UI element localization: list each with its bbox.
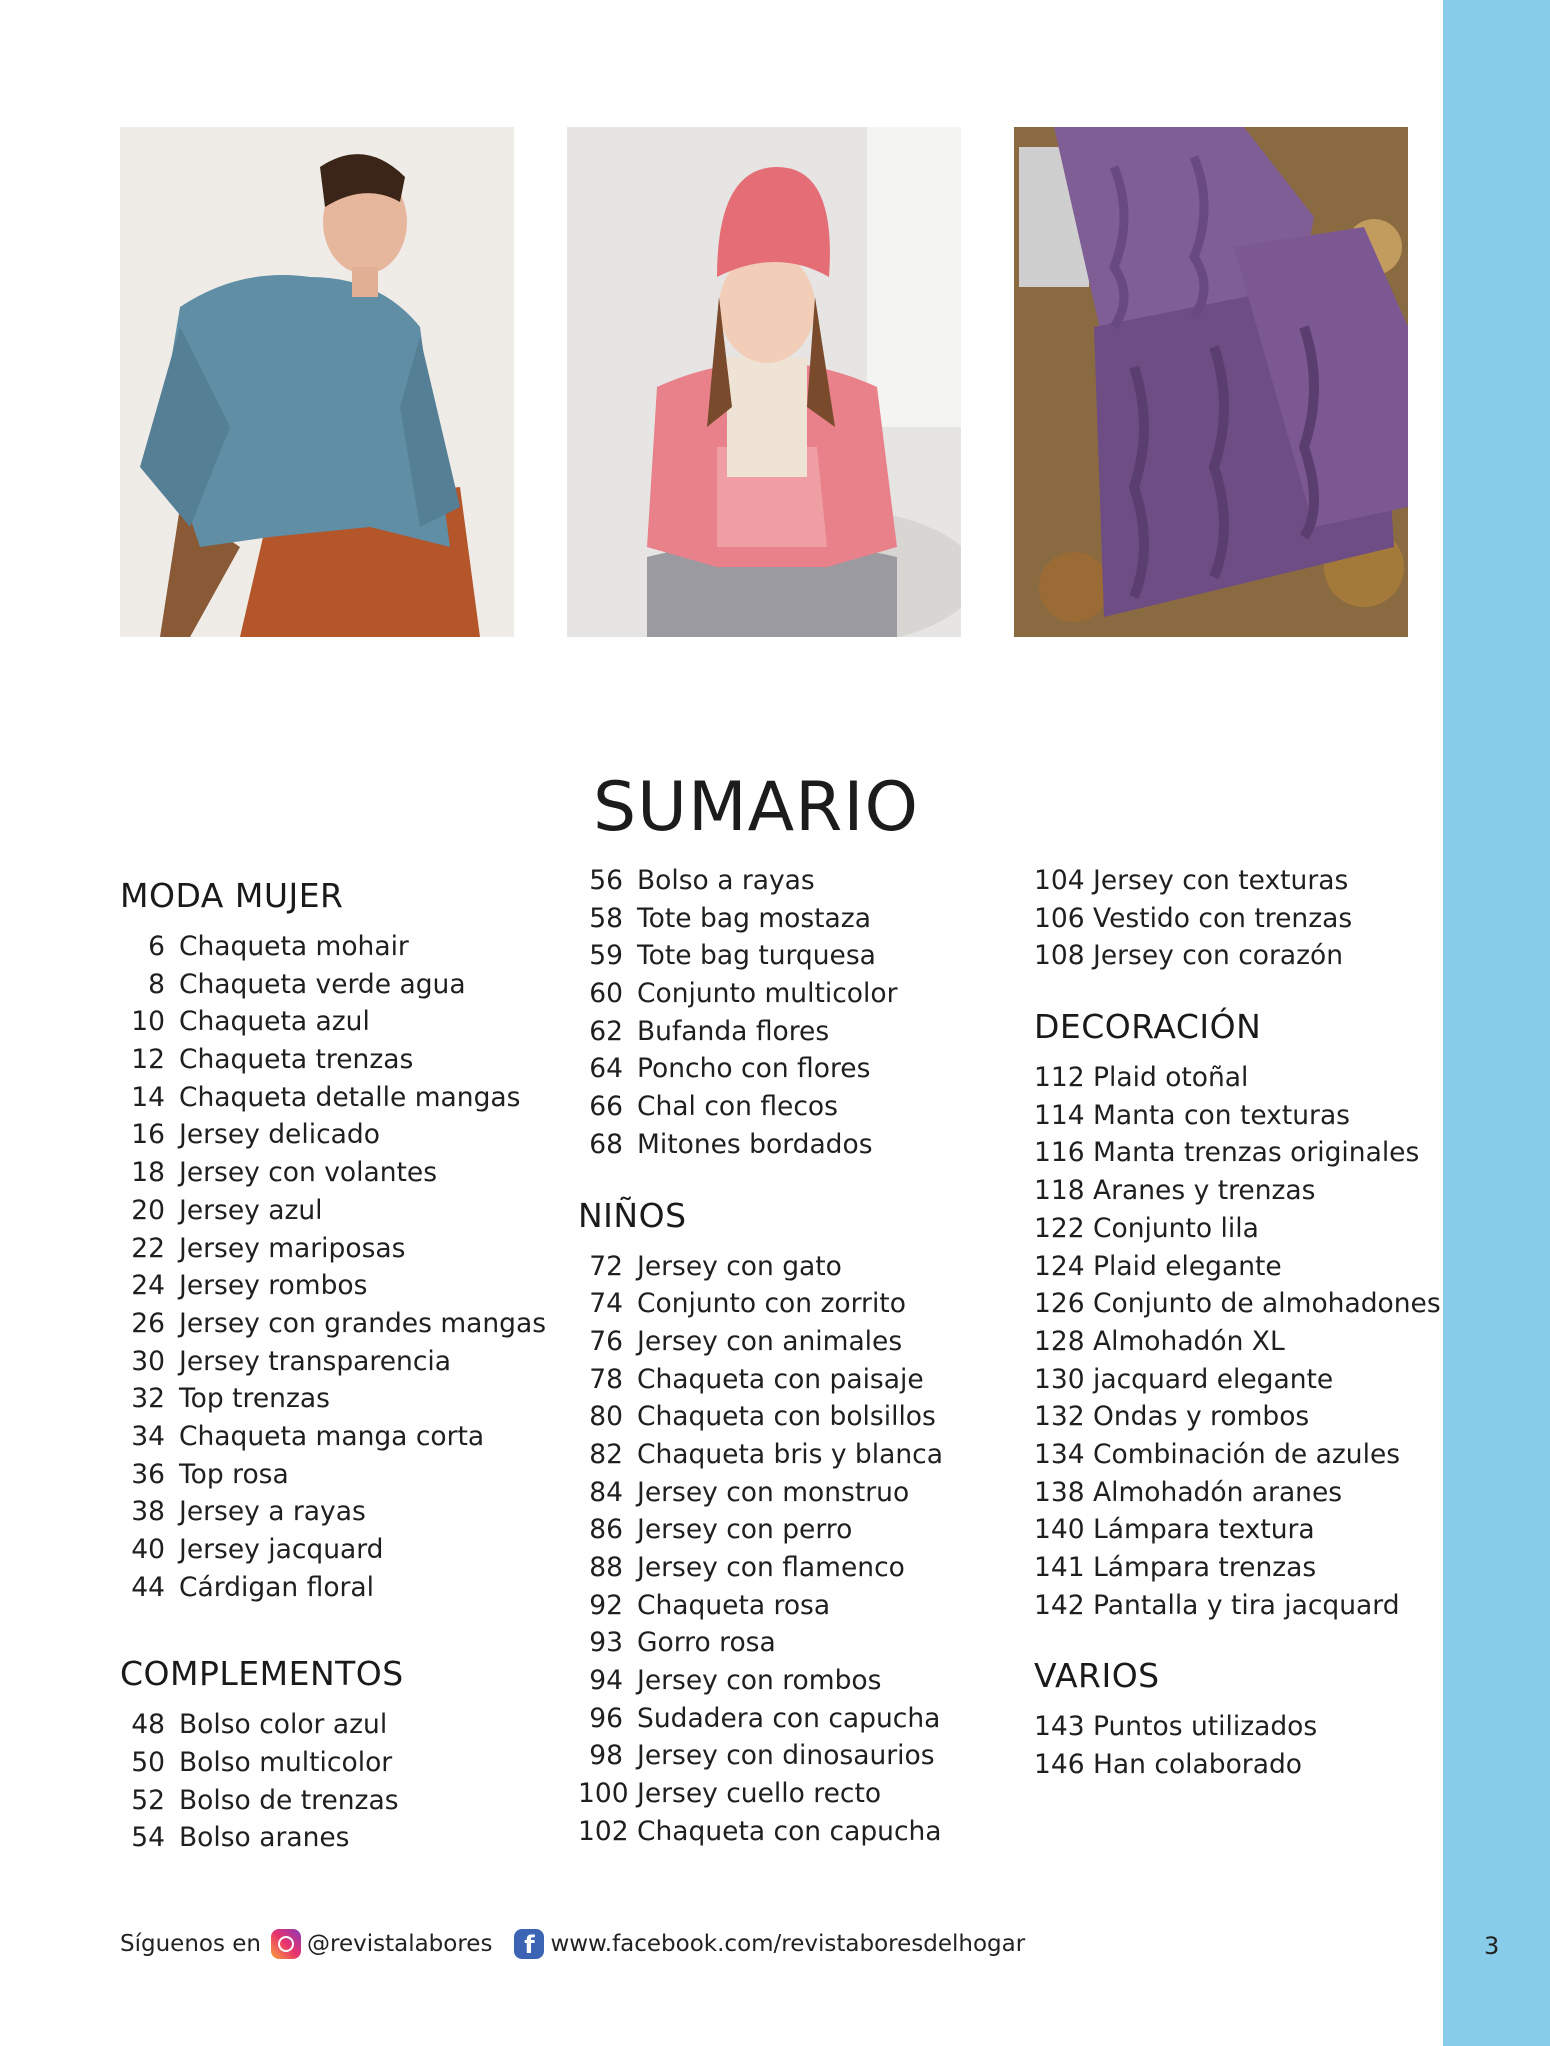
toc-entry[interactable]	[578, 1662, 943, 1700]
toc-entry[interactable]	[120, 1706, 546, 1744]
toc-entry[interactable]	[578, 1248, 943, 1286]
toc-entry[interactable]	[1034, 1172, 1441, 1210]
toc-entry[interactable]	[578, 1813, 943, 1851]
toc-column-2	[578, 865, 943, 1851]
entry-title: Chaqueta azul	[179, 1006, 370, 1038]
page-ref: 106	[1034, 902, 1085, 934]
toc-entry[interactable]	[578, 1013, 943, 1051]
entry-title: Jersey rombos	[179, 1270, 368, 1302]
page-ref: 22	[131, 1232, 165, 1264]
page-ref: 140	[1034, 1514, 1085, 1546]
page-ref: 52	[131, 1784, 165, 1816]
section-heading: VARIOS	[1034, 1656, 1160, 1696]
entry-title: Ondas y rombos	[1093, 1401, 1310, 1433]
page-ref: 104	[1034, 865, 1085, 896]
page-ref: 38	[131, 1496, 165, 1528]
page-ref: 54	[131, 1822, 165, 1854]
toc-entry[interactable]	[120, 1418, 546, 1456]
page-ref: 112	[1034, 1062, 1085, 1094]
toc-entry[interactable]	[1034, 1059, 1441, 1097]
page-ref: 84	[589, 1476, 623, 1508]
toc-entry[interactable]	[578, 1050, 943, 1088]
page-ref: 6	[148, 931, 165, 962]
entry-title: Jersey con corazón	[1093, 940, 1344, 972]
entry-title: Tote bag mostaza	[637, 902, 871, 934]
entry-title: Jersey transparencia	[179, 1345, 452, 1377]
page-ref: 62	[589, 1015, 623, 1047]
toc-entry[interactable]	[120, 1003, 546, 1041]
section-heading: NIÑOS	[578, 1195, 687, 1235]
page-ref: 96	[589, 1702, 623, 1734]
page-ref: 59	[589, 940, 623, 972]
entry-title: Chaqueta con capucha	[637, 1815, 942, 1847]
toc-entry[interactable]	[578, 1323, 943, 1361]
page-ref: 100	[578, 1778, 629, 1810]
page-ref: 34	[131, 1420, 165, 1452]
section-heading: COMPLEMENTOS	[120, 1654, 404, 1694]
page-ref: 72	[589, 1250, 623, 1282]
page-ref: 124	[1034, 1250, 1085, 1282]
girl-pink-jacket-photo	[567, 127, 961, 637]
entry-title: Jersey con gato	[637, 1250, 842, 1282]
entry-title: Jersey con dinosaurios	[637, 1740, 935, 1772]
toc-column-3	[1034, 865, 1441, 1784]
entry-title: Gorro rosa	[637, 1627, 776, 1659]
toc-entry[interactable]	[1034, 1587, 1441, 1625]
entry-title: Chaqueta manga corta	[179, 1420, 485, 1452]
page-ref: 102	[578, 1815, 629, 1847]
toc-entry[interactable]	[120, 1192, 546, 1230]
entry-title: Conjunto multicolor	[637, 978, 898, 1010]
toc-entry[interactable]	[120, 1744, 546, 1782]
page-ref: 30	[131, 1345, 165, 1377]
entry-title: Bolso aranes	[179, 1822, 350, 1854]
entry-title: Chaqueta trenzas	[179, 1044, 414, 1076]
toc-entry[interactable]	[1034, 1323, 1441, 1361]
page-ref: 94	[589, 1665, 623, 1697]
page-number: 3	[1484, 1932, 1500, 1960]
toc-entry[interactable]	[1034, 1511, 1441, 1549]
page-ref: 88	[589, 1552, 623, 1583]
toc-entry[interactable]	[578, 1775, 943, 1813]
toc-section	[120, 872, 546, 1606]
toc-entry[interactable]	[120, 1079, 546, 1117]
toc-entry[interactable]	[578, 975, 943, 1013]
purple-cable-blanket-photo	[1014, 127, 1408, 637]
toc-entry[interactable]	[1034, 937, 1441, 975]
toc-entry[interactable]	[578, 1511, 943, 1549]
entry-title: Chaqueta verde agua	[179, 968, 466, 1000]
toc-entry[interactable]	[578, 1436, 943, 1474]
entry-title: Manta con texturas	[1093, 1099, 1350, 1131]
instagram-icon	[271, 1929, 301, 1959]
toc-entry[interactable]	[120, 1456, 546, 1494]
toc-entry[interactable]	[1034, 900, 1441, 938]
toc-entry[interactable]	[120, 928, 546, 966]
entry-title: Plaid otoñal	[1093, 1062, 1249, 1094]
page-ref: 128	[1034, 1325, 1085, 1357]
entry-title: Jersey con rombos	[637, 1665, 882, 1697]
entry-title: Chaqueta mohair	[179, 931, 409, 962]
toc-entry[interactable]	[578, 1624, 943, 1662]
entry-title: Jersey con texturas	[1093, 865, 1349, 896]
entry-title: Chaqueta rosa	[637, 1589, 831, 1621]
page-ref: 26	[131, 1307, 165, 1339]
entry-title: Chal con flecos	[637, 1091, 838, 1123]
toc-entry[interactable]	[1034, 1436, 1441, 1474]
toc-entry[interactable]	[120, 1493, 546, 1531]
page-ref: 82	[589, 1438, 623, 1470]
entry-title: Jersey cuello recto	[637, 1778, 882, 1810]
entry-title: Chaqueta con bolsillos	[637, 1401, 936, 1433]
entry-title: Poncho con flores	[637, 1053, 871, 1085]
entry-title: Top trenzas	[179, 1383, 330, 1415]
toc-entry[interactable]	[1034, 1285, 1441, 1323]
page-ref: 20	[131, 1194, 165, 1226]
toc-entry[interactable]	[578, 1285, 943, 1323]
page-ref: 138	[1034, 1476, 1085, 1508]
toc-entry[interactable]	[578, 900, 943, 938]
page-ref: 143	[1034, 1711, 1085, 1743]
entry-title: Top rosa	[179, 1458, 289, 1490]
entry-title: Jersey con perro	[637, 1514, 853, 1546]
toc-entry[interactable]	[120, 1041, 546, 1079]
toc-entry[interactable]	[578, 1737, 943, 1775]
page-ref: 118	[1034, 1175, 1085, 1207]
page-ref: 78	[589, 1363, 623, 1395]
toc-entry[interactable]	[578, 1549, 943, 1587]
toc-entry[interactable]	[120, 1531, 546, 1569]
page-ref: 32	[131, 1383, 165, 1415]
entry-title: Vestido con trenzas	[1093, 902, 1353, 934]
blue-sidebar-strip	[1443, 0, 1550, 2046]
page-ref: 126	[1034, 1288, 1085, 1320]
page-ref: 108	[1034, 940, 1085, 972]
toc-entry[interactable]	[578, 1474, 943, 1512]
entry-title: Almohadón aranes	[1093, 1476, 1343, 1508]
page-ref: 146	[1034, 1749, 1085, 1781]
page-ref: 80	[589, 1401, 623, 1433]
entry-title: Chaqueta bris y blanca	[637, 1438, 943, 1470]
toc-entry[interactable]	[578, 1361, 943, 1399]
toc-section	[578, 1192, 943, 1851]
page-ref: 141	[1034, 1552, 1085, 1583]
page-ref: 40	[131, 1534, 165, 1565]
page-ref: 114	[1034, 1099, 1085, 1131]
social-footer	[120, 1924, 1025, 1964]
page-ref: 92	[589, 1589, 623, 1621]
toc-entry[interactable]	[120, 966, 546, 1004]
toc-entry[interactable]	[120, 1305, 546, 1343]
entry-title: Bolso de trenzas	[179, 1784, 399, 1816]
page-ref: 122	[1034, 1212, 1085, 1244]
toc-entry[interactable]	[120, 1782, 546, 1820]
entry-title: Jersey con animales	[637, 1325, 903, 1357]
toc-entry[interactable]	[578, 862, 943, 900]
entry-title: Manta trenzas originales	[1093, 1137, 1420, 1169]
woman-blue-cardigan-photo	[120, 127, 514, 637]
entry-title: Jersey con flamenco	[637, 1552, 905, 1583]
toc-section	[1034, 1003, 1441, 1624]
instagram-handle[interactable]: @revistalabores	[307, 1931, 493, 1957]
page-ref: 98	[589, 1740, 623, 1772]
toc-entry[interactable]	[1034, 1746, 1441, 1784]
toc-entry[interactable]	[1034, 862, 1441, 900]
toc-entry[interactable]	[578, 1126, 943, 1164]
toc-entry[interactable]	[1034, 1398, 1441, 1436]
page-ref: 56	[589, 865, 623, 896]
page-ref: 44	[131, 1571, 165, 1603]
toc-entry[interactable]	[578, 1587, 943, 1625]
entry-title: Bolso multicolor	[179, 1747, 393, 1779]
entry-title: Tote bag turquesa	[637, 940, 876, 972]
page-ref: 76	[589, 1325, 623, 1357]
section-heading: DECORACIÓN	[1034, 1007, 1262, 1047]
toc-entry[interactable]	[1034, 1474, 1441, 1512]
page-ref: 142	[1034, 1589, 1085, 1621]
follow-text: Síguenos en	[120, 1931, 261, 1957]
page-ref: 74	[589, 1288, 623, 1320]
entry-title: Puntos utilizados	[1093, 1711, 1318, 1743]
toc-section	[1034, 1652, 1441, 1783]
section-heading: MODA MUJER	[120, 876, 344, 915]
page-ref: 10	[131, 1006, 165, 1038]
toc-entry[interactable]	[578, 1088, 943, 1126]
toc-entry[interactable]	[1034, 1361, 1441, 1399]
page-ref: 8	[148, 968, 165, 1000]
page-ref: 60	[589, 978, 623, 1010]
page-ref: 16	[131, 1119, 165, 1151]
entry-title: Conjunto lila	[1093, 1212, 1259, 1244]
page-ref: 66	[589, 1091, 623, 1123]
entry-title: Conjunto con zorrito	[637, 1288, 906, 1320]
toc-entry[interactable]	[120, 1569, 546, 1607]
entry-title: Jersey con monstruo	[637, 1476, 910, 1508]
entry-title: Pantalla y tira jacquard	[1093, 1589, 1400, 1621]
entry-title: Lámpara trenzas	[1093, 1552, 1317, 1583]
toc-entry[interactable]	[120, 1819, 546, 1857]
facebook-icon: f	[514, 1929, 544, 1959]
page-ref: 48	[131, 1709, 165, 1741]
entry-title: Almohadón XL	[1093, 1325, 1285, 1357]
entry-title: Jersey azul	[179, 1194, 323, 1226]
toc-entry[interactable]	[1034, 1134, 1441, 1172]
page-ref: 36	[131, 1458, 165, 1490]
entry-title: Jersey mariposas	[179, 1232, 406, 1264]
toc-entry[interactable]	[1034, 1549, 1441, 1587]
page-ref: 24	[131, 1270, 165, 1302]
page-ref: 130	[1034, 1363, 1085, 1395]
entry-title: Plaid elegante	[1093, 1250, 1282, 1282]
entry-title: Lámpara textura	[1093, 1514, 1315, 1546]
page-ref: 64	[589, 1053, 623, 1085]
page-ref: 134	[1034, 1438, 1085, 1470]
toc-entry[interactable]	[120, 1116, 546, 1154]
page-ref: 50	[131, 1747, 165, 1779]
toc-entry[interactable]	[578, 1398, 943, 1436]
facebook-url[interactable]: www.facebook.com/revistaboresdelhogar	[550, 1931, 1026, 1957]
entry-title: Bolso color azul	[179, 1709, 388, 1741]
entry-title: Cárdigan floral	[179, 1571, 375, 1603]
entry-title: Combinación de azules	[1093, 1438, 1401, 1470]
page-ref: 68	[589, 1128, 623, 1160]
toc-entry[interactable]	[1034, 1210, 1441, 1248]
page-ref: 14	[131, 1081, 165, 1113]
entry-title: jacquard elegante	[1093, 1363, 1334, 1395]
entry-title: Jersey a rayas	[179, 1496, 366, 1528]
toc-entry[interactable]	[1034, 1248, 1441, 1286]
entry-title: Mitones bordados	[637, 1128, 873, 1160]
entry-title: Aranes y trenzas	[1093, 1175, 1316, 1207]
entry-title: Jersey jacquard	[179, 1534, 384, 1565]
entry-title: Jersey delicado	[179, 1119, 380, 1151]
toc-entry[interactable]	[120, 1343, 546, 1381]
page-ref: 12	[131, 1044, 165, 1076]
toc-section	[1034, 862, 1441, 975]
page-ref: 116	[1034, 1137, 1085, 1169]
toc-column-1	[120, 872, 546, 1857]
toc-entry[interactable]	[120, 1154, 546, 1192]
toc-entry[interactable]	[578, 937, 943, 975]
page-ref: 93	[589, 1627, 623, 1659]
toc-entry[interactable]	[120, 1267, 546, 1305]
page-ref: 18	[131, 1157, 165, 1189]
entry-title: Chaqueta detalle mangas	[179, 1081, 521, 1113]
entry-title: Sudadera con capucha	[637, 1702, 941, 1734]
toc-entry[interactable]	[120, 1380, 546, 1418]
toc-section	[578, 862, 943, 1164]
page-ref: 86	[589, 1514, 623, 1546]
entry-title: Bufanda flores	[637, 1015, 830, 1047]
toc-section	[120, 1650, 546, 1857]
toc-entry[interactable]	[1034, 1708, 1441, 1746]
toc-entry[interactable]	[1034, 1097, 1441, 1135]
toc-entry[interactable]	[120, 1230, 546, 1268]
entry-title: Jersey con volantes	[179, 1157, 438, 1189]
entry-title: Chaqueta con paisaje	[637, 1363, 924, 1395]
page-ref: 58	[589, 902, 623, 934]
toc-entry[interactable]	[578, 1700, 943, 1738]
page-ref: 132	[1034, 1401, 1085, 1433]
entry-title: Conjunto de almohadones	[1093, 1288, 1441, 1320]
entry-title: Bolso a rayas	[637, 865, 815, 896]
entry-title: Jersey con grandes mangas	[179, 1307, 547, 1339]
entry-title: Han colaborado	[1093, 1749, 1302, 1781]
page-title: SUMARIO	[593, 768, 919, 847]
